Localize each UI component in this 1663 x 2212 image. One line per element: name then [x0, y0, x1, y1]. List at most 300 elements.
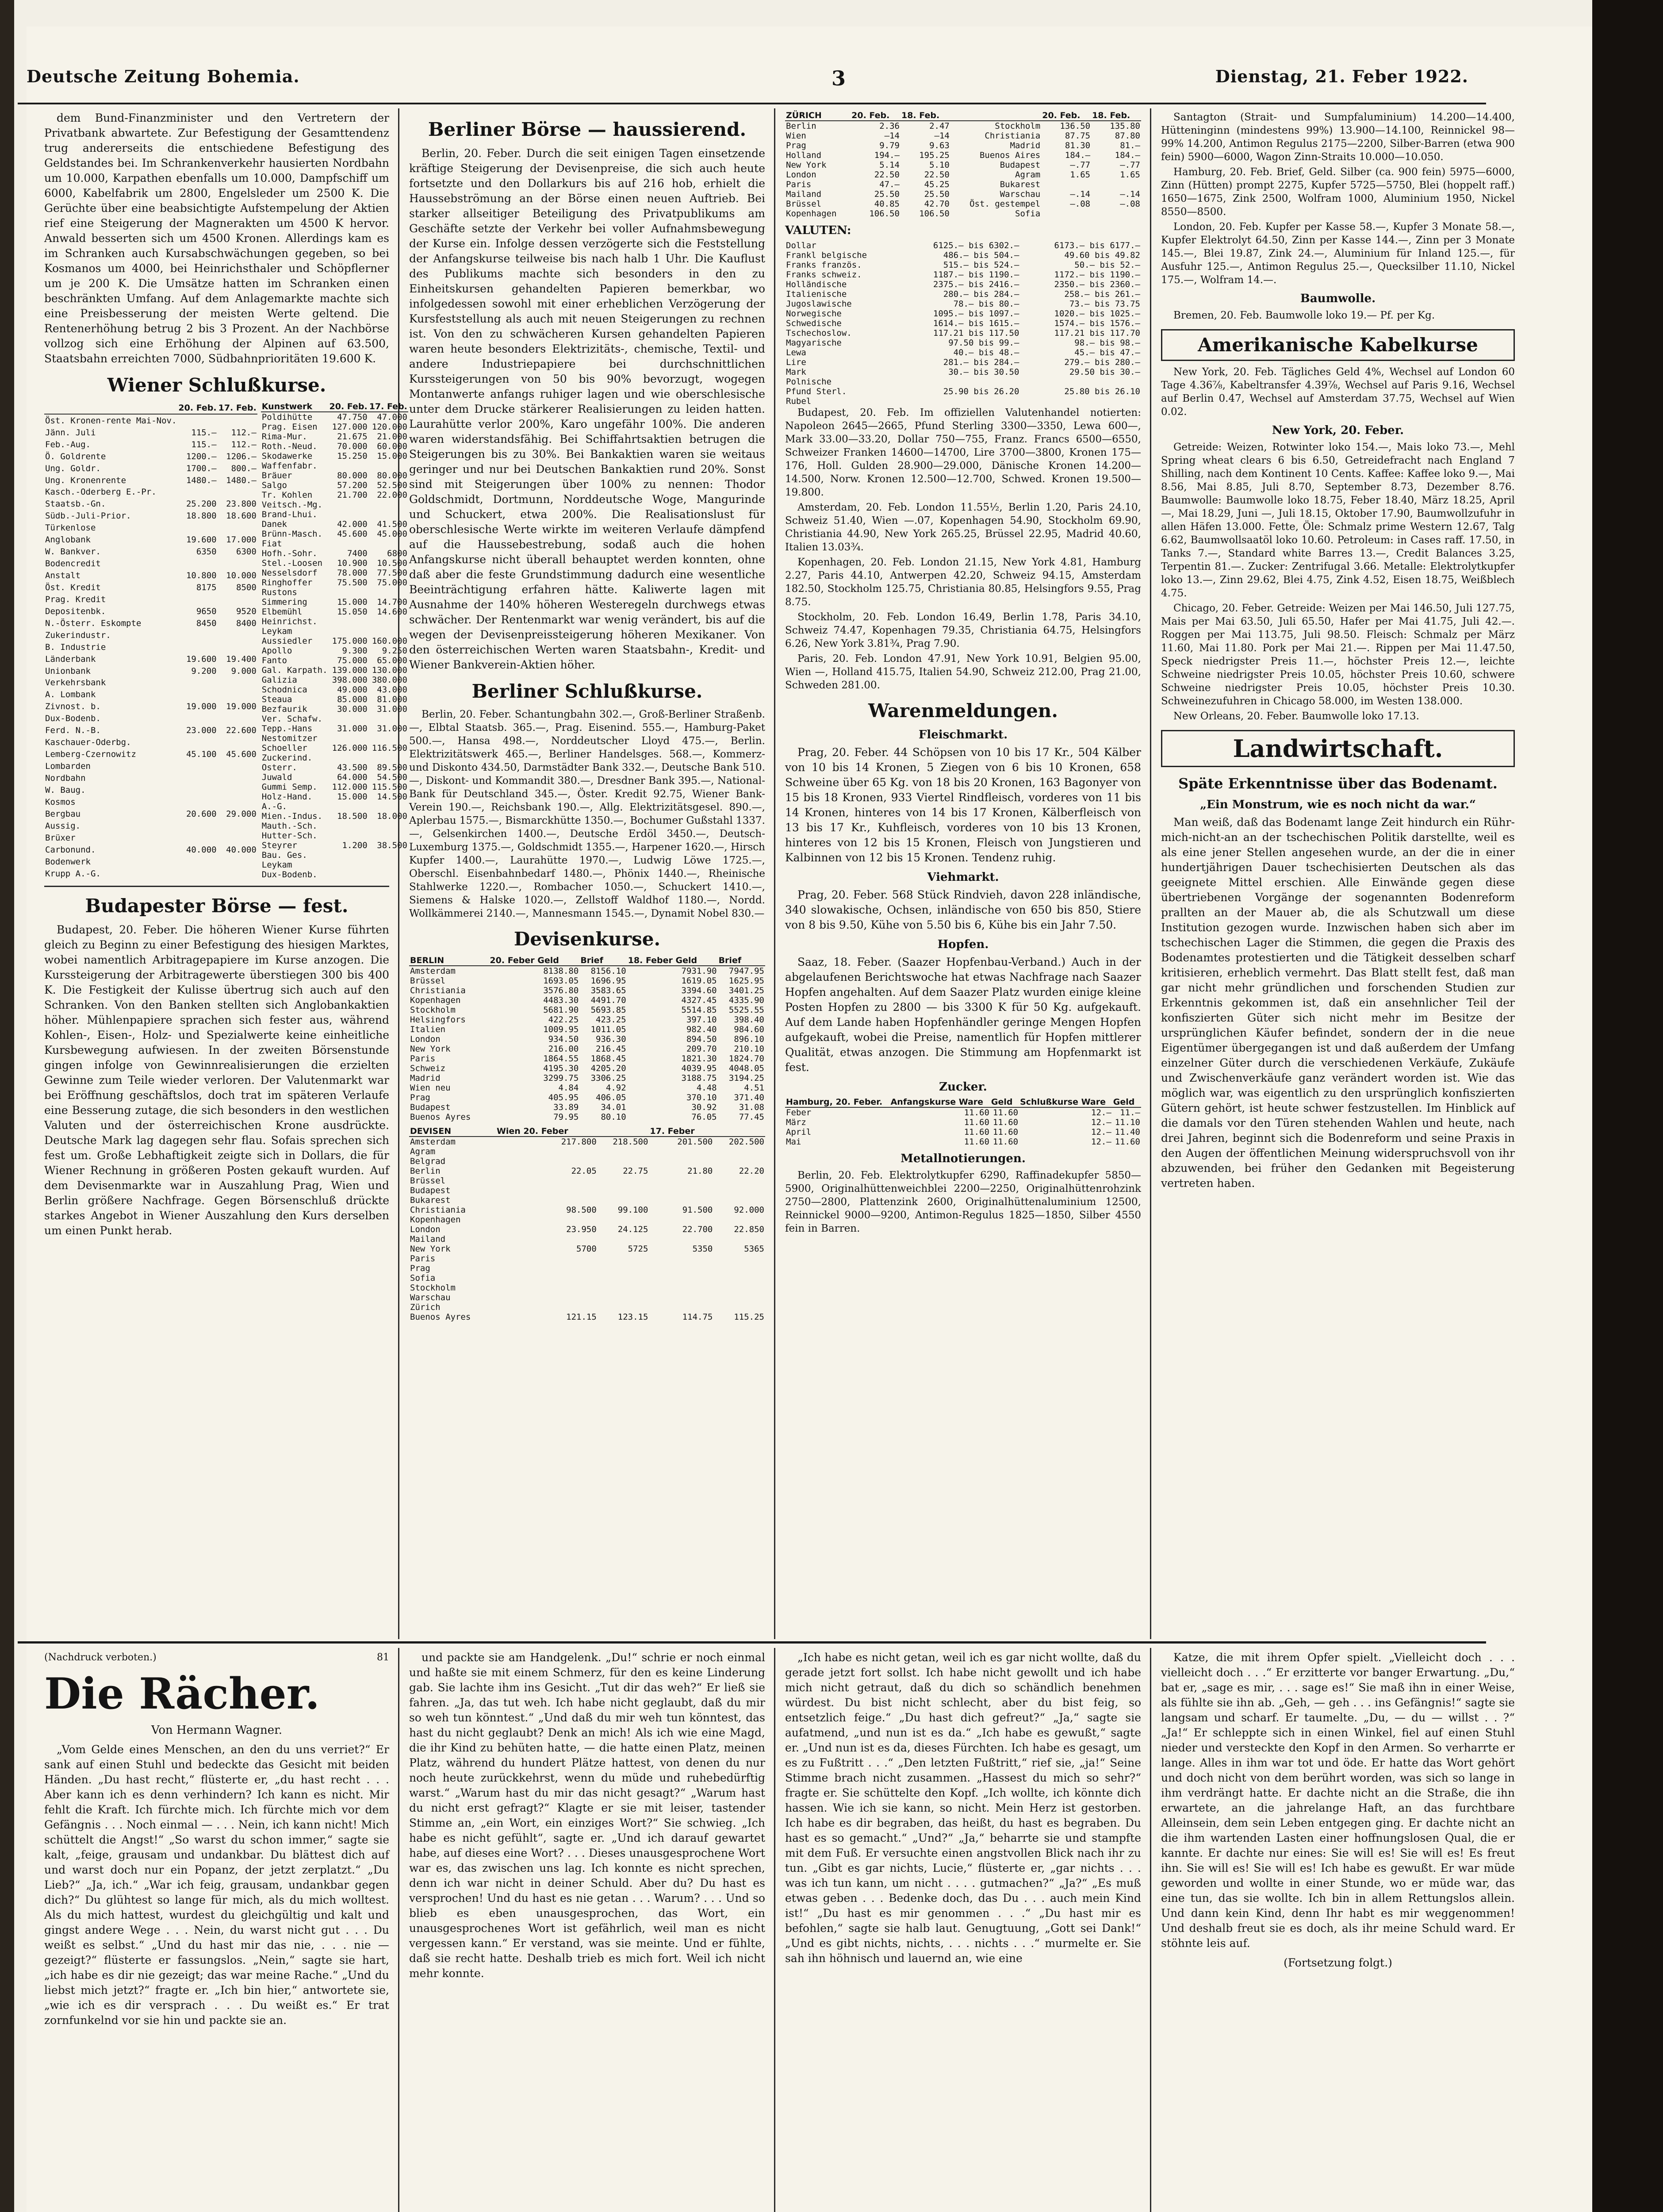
table-cell: Dux-Bodenb.	[261, 870, 318, 879]
table-row	[785, 348, 1141, 357]
table-cell: Zukerindustr.	[45, 630, 111, 640]
table-header-row	[261, 402, 408, 412]
table-row	[261, 772, 408, 782]
table-cell: Pfund Sterl.	[786, 387, 847, 396]
table-row	[785, 180, 1141, 189]
table-cell: 1.65	[1120, 170, 1140, 180]
column-3	[785, 111, 1141, 1632]
berliner-schlusskurse-title: Berliner Schlußkurse.	[471, 680, 703, 702]
table-cell: Sofia	[1015, 209, 1041, 219]
table-cell	[496, 1176, 598, 1186]
table-row	[785, 170, 1141, 180]
table-cell: 3188.75	[681, 1073, 717, 1083]
table-row	[261, 568, 408, 578]
table-row	[409, 1215, 765, 1225]
table-cell	[368, 802, 408, 811]
table-cell: Prag. Kredit	[45, 594, 106, 604]
table-cell: Hofh.-Sohr.	[261, 549, 318, 558]
table-cell: 6173.— bis 6177.—	[1054, 241, 1140, 250]
valuten-label: VALUTEN:	[785, 224, 851, 237]
table-row	[261, 636, 408, 646]
table-row	[409, 1293, 765, 1302]
table-cell: Kosmos	[45, 797, 76, 807]
table-cell	[218, 713, 257, 725]
berliner-boerse-text: Berlin, 20. Feber. Durch die seit einigen Tagen einsetzende kräftige Steigerung der Devisenpreise, die sich auch heute fortsetzte und den Dollarkurs bis auf 216 hob, erhielt die Haussebströmung an der Börse einen neuen Auftrieb. Bei starker allseitiger Beteiligung des Privatpublikums am Geschäfte setzte der Verkehr bei voller Aufnahmsbewegung der Kurse ein. Infolge dessen verzögerte sich die Feststellung der Anfangskurse teilweise bis nach halb 1 Uhr. Die Kauflust des Publikums machte sich besonders in den zu Einheitskursen gehandelten Papieren bemerkbar, wo infolgedessen sowohl mit einer erheblichen Verzögerung der Kursfeststellung als auch mit neuen Steigerungen zu rechnen ist. Von den zu schwächeren Kursen gehandelten Papieren waren heute besonders Elektrizitäts-, chemische, Textil- und andere Industriepapiere bei durchschnittlichen Kurssteigerungen von 50 bis 90% bevorzugt, wogegen Montanwerte anfangs ruhiger lagen und wie oberschlesische unter dem Drucke stärkerer Realisierungen zu leiden hatten. Laurahütte verlor 200%, Karo ungefähr 100%. Die anderen waren widerstandsfähig. Bei Schiffahrtsaktien betrugen die Steigerungen bis zu 30%. Bei Bankaktien waren sie weitaus geringer und nur bei Deutschen Bankaktien rund 20%. Sonst sind mit Steigerungen über 100% zu nennen: Thodor Goldschmidt, Dortmunn, Norddeutsche Woge, Mangurinde und Schuckert, etwa 200%. Die Realisationslust für oberschlesische Werte wirkte im weiteren Verlaufe dämpfend auf die Haussebestrebung, sodaß auch die hohen Anfangskurse nicht überall behauptet werden konnten, ohne daß aber die feste Grundstimmung dadurch eine wesentliche Beeinträchtigung erfahren hätte. Kaliwerte lagen mit Ausnahme der 140% höheren Westeregeln durchwegs etwas schwächer. Der Rentenmarkt war wenig verändert, bis auf die wegen der Devisenpreissteigerung höheren Mexikaner. Von den österreichischen Werten waren Staatsbahn-, Kredit- und Wiener Bankverein-Aktien höher.	[409, 147, 765, 671]
table-row	[409, 1112, 765, 1122]
table-cell	[496, 1254, 598, 1263]
table-cell: 371.40	[734, 1093, 764, 1102]
table-cell: Kopenhagen	[786, 209, 837, 219]
table-cell: 405.95	[548, 1093, 579, 1102]
table-cell	[218, 629, 257, 641]
column-header	[950, 111, 1041, 121]
table-cell: 486.— bis 504.—	[943, 250, 1019, 260]
table-cell: 79.95	[553, 1112, 579, 1122]
table-cell: W. Bankver.	[45, 547, 101, 557]
table-row	[44, 653, 257, 665]
table-row	[261, 656, 408, 665]
table-cell: Brüssel	[786, 199, 822, 209]
table-row	[785, 131, 1141, 141]
table-cell: Norwegische	[786, 309, 842, 319]
scan-edge-left	[0, 0, 14, 2212]
column-divider	[774, 108, 775, 1639]
table-cell	[1091, 180, 1141, 189]
table-cell	[329, 461, 368, 471]
table-row	[44, 868, 257, 879]
table-cell	[329, 500, 368, 510]
paris-text: Paris, 20. Feb. London 47.91, New York 10.91, Belgien 95.00, Wien —, Holland 415.75, Italien 54.90, Schweiz 212.00, Prag 21.00, Schweden 281.00.	[785, 653, 1141, 691]
table-row	[261, 461, 408, 471]
table-cell: 406.05	[596, 1093, 626, 1102]
table-cell: 11.60	[1115, 1137, 1140, 1147]
table-cell: 12.—	[1091, 1118, 1111, 1127]
table-cell: Fanto	[261, 656, 287, 665]
table-cell: 11.40	[1115, 1127, 1140, 1137]
table-cell: Galizia	[261, 675, 297, 685]
table-row	[785, 377, 1141, 387]
table-cell	[218, 784, 257, 796]
table-cell: Nesselsdorf	[261, 568, 318, 578]
warenmeldungen-title: Warenmeldungen.	[868, 700, 1058, 722]
table-cell: Skodawerke	[261, 451, 313, 461]
table-cell	[713, 1195, 765, 1205]
table-cell	[598, 1302, 649, 1312]
table-cell: 1480.—	[186, 475, 217, 485]
table-header-row	[785, 111, 1141, 121]
table-row	[44, 784, 257, 796]
table-cell: 9650	[196, 606, 217, 616]
table-cell: 42.70	[924, 199, 950, 209]
table-cell: 47.000	[377, 412, 407, 422]
table-cell: Schweiz	[410, 1064, 446, 1073]
table-cell: Budapest	[410, 1186, 451, 1195]
table-cell: 175.000	[332, 636, 368, 646]
amsterdam-text: Amsterdam, 20. Feb. London 11.55½, Berlin 1.20, Paris 24.10, Schweiz 51.40, Wien —.07, Kopenhagen 54.90, Stockholm 69.90, Christiania 44.90, New York 265.25, Brüssel 22.95, Madrid 40.60, Italien 13.03¾.	[785, 502, 1141, 553]
table-cell: 9.300	[342, 646, 368, 656]
table-row	[44, 749, 257, 760]
column-header: 20. Feb.	[851, 111, 900, 121]
table-row	[261, 724, 408, 733]
table-cell: 17.000	[226, 535, 257, 545]
table-cell: Apollo	[261, 646, 292, 656]
table-cell	[496, 1147, 598, 1156]
table-row	[409, 1302, 765, 1312]
table-cell	[713, 1234, 765, 1244]
table-cell: Amsterdam	[410, 966, 456, 976]
devisen-berlin-table	[409, 956, 765, 1122]
table-cell: Brünn-Masch.	[261, 529, 323, 539]
table-cell: 117.21 bis 117.50	[933, 328, 1019, 338]
table-cell: —.08	[1070, 199, 1091, 209]
table-cell: 85.000	[337, 695, 368, 704]
table-cell: 112.000	[332, 782, 368, 792]
table-cell: 398.000	[332, 675, 368, 685]
table-cell	[1041, 180, 1091, 189]
table-row	[44, 570, 257, 582]
table-row	[261, 753, 408, 763]
table-cell: Unionbank	[45, 666, 91, 676]
table-row	[785, 260, 1141, 270]
table-cell: 24.125	[617, 1225, 648, 1234]
table-cell	[368, 588, 408, 597]
table-cell: Schoeller	[261, 743, 307, 753]
table-cell	[1041, 209, 1091, 219]
table-cell	[496, 1234, 598, 1244]
viehmarkt-text: Prag, 20. Feber. 568 Stück Rindvieh, davon 228 inländische, 340 slowakische, Ochsen, inländische von 650 bis 850, Stiere von 8 bis 9.50, Kühe von 5.50 bis 6, Kühe bis ein Jahr 7.50.	[785, 888, 1141, 931]
table-cell	[368, 831, 408, 841]
table-row	[409, 1093, 765, 1102]
table-row	[261, 617, 408, 626]
table-cell	[496, 1186, 598, 1195]
table-cell: Magyarische	[786, 338, 842, 348]
table-cell	[649, 1283, 713, 1293]
landwirtschaft-text: Man weiß, daß das Bodenamt lange Zeit hindurch ein Rühr-mich-nicht-an an der tschechischen Politik darstellte, weil es als eine jener Stellen angesehen wurde, an der die in einer hundertjährigen Dauer tschechisierten Deutschen als das geeignete Mittel erschien. Alle Einwände gegen diese übertriebenen Vorgänge der sogenannten Bodenreform prallten an der Mauer ab, die als Schutzwall um diese Institution gezogen wurde. Inzwischen haben sich aber im tschechischen Lager die Stimmen, die gegen die Praxis des Bodenamtes protestierten und die Tätigkeit desselben scharf kritisieren, erheblich vermehrt. Das Blatt stellt fest, daß man gar nicht mehr gründlichen und forschenden Studien zur Erkenntnis gekommen ist, daß ein ansehnlicher Teil der konfiszierten Güter sich nicht mehr im Besitze der ursprünglichen Käufer befindet, sondern der in die neue Eigentümer übergegangen ist und daß außerdem der Umfang einzelner Güter durch die verschiedenen Verkäufe, Zukäufe und Zwischenverkäufe ganz verändert worden ist. Wie das möglich war, was eigentlich zu den ursprünglich konfiszierten Gütern gehört, ist heute schwer festzustellen. Im Hinblick auf die damals vor den Türen stehenden Wahlen und heute, nach drei Jahren, beginnt sich die Bodenreform und seine Praxis in den Augen der öffentlichen Meinung widerspruchsvoll von ihr abzuwenden, bei früher den Gedanken mit Begeisterung vertreten haben.	[1161, 816, 1515, 1190]
table-cell: 3583.65	[590, 986, 626, 995]
table-cell: 1095.— bis 1097.—	[933, 309, 1019, 319]
table-cell: 8156.10	[590, 966, 626, 976]
table-cell: 3194.25	[728, 1073, 764, 1083]
table-cell: Nordbahn	[45, 773, 86, 783]
story-text: Katze, die mit ihrem Opfer spielt. „Vielleicht doch . . . vielleicht doch . . .“ Er erzitterte vor banger Erwartung. „Du,“ bat er, „sage es mir, . . . sage es!“ Sie maß ihn in einer Weise, als fühlte sie ihn ab. „Geh, — geh . . . ins Gefängnis!“ sagte sie langsam und scharf. Er taumelte. „Du, — du — willst . . ?“ „Ja!“ Er schleppte sich in einen Winkel, fiel auf einen Stuhl nieder und versteckte den Kopf in den Armen. So verharrte er lange. Alles in ihm war tot und öde. Er hatte das Wort gehört und doch nicht von dem berührt worden, was sich so lange in ihm verdrängt hatte. Er dachte nicht an die Straße, die ihn erwartete, an die jahrelange Haft, an das furchtbare Alleinsein, dem sein Leben entgegen ging. Er dachte nicht an die ihm wartenden Lasten einer hoffnungslosen Qual, die er kannte. Er dachte nur eines: Sie will es! Sie will es! Es freut ihn. Sie will es! Sie will es! Ich habe es gewußt. Er war müde geworden und wollte in einer Stunde, wo er müde war, das eine tun, das sie wollte. Ich bin in allem Rettungslos allein. Und dann kein Kind, denn Ihr habt es mir weggenommen! Und deshalb freut sie es doch, als ihr meine Schuld ward. Er stöhnte leis auf.	[1161, 1651, 1515, 1950]
table-cell: 30.000	[337, 704, 368, 714]
table-cell: Wien neu	[410, 1083, 451, 1093]
column-header: Geld	[1112, 1097, 1141, 1107]
column-header	[598, 1126, 649, 1137]
table-cell: Brüxer	[45, 833, 76, 843]
table-cell: Kopenhagen	[410, 1215, 461, 1225]
table-cell	[1020, 396, 1141, 406]
hopfen-title: Hopfen.	[937, 938, 989, 951]
table-cell: Zuckerind.	[261, 753, 313, 763]
table-cell: 47.—	[879, 180, 900, 189]
table-row	[785, 241, 1141, 250]
table-cell: Bukarest	[1000, 180, 1041, 189]
table-cell	[713, 1254, 765, 1263]
table-cell	[713, 1147, 765, 1156]
neworleans-text: New Orleans, 20. Feber. Baumwolle loko 17.13.	[1173, 710, 1419, 722]
table-row	[44, 713, 257, 725]
table-cell: Aussig.	[45, 821, 81, 831]
chicago-text: Chicago, 20. Feber. Getreide: Weizen per Mai 146.50, Juli 127.75, Mais per Mai 63.50, Juli 65.50, Hafer per Mai 41.75, Juli 42.—. Roggen per Mai 113.75, Juli 98.50. Fleisch: Schmalz per März 11.60, Mai 11.80. Pork per Mai 21.—. Rippen per Mai 11.47.50, Speck niedrigster Preis 11.—, höchster Preis 12.—, leichte Schweine niedrigster Preis 10.05, höchster Preis 10.60, schwere Schweine niedrigster Preis 10.05, höchster Preis 10.30. Schweinezufuhren in Chicago 58.000, im Westen 138.000.	[1161, 603, 1515, 707]
table-cell: 422.25	[548, 1015, 579, 1025]
table-cell: Kasch.-Oderberg E.-Pr.	[45, 487, 157, 497]
table-cell: 77.45	[739, 1112, 764, 1122]
table-cell: 217.800	[561, 1137, 597, 1147]
table-cell: Prag	[410, 1263, 430, 1273]
table-cell: Leykam	[261, 860, 292, 870]
table-cell: 115.—	[191, 439, 217, 449]
table-cell: 8138.80	[543, 966, 579, 976]
table-cell: 112.—	[231, 427, 257, 438]
table-cell: Feber	[786, 1108, 812, 1118]
table-cell: Budapest	[410, 1102, 451, 1112]
table-cell: April	[786, 1127, 812, 1137]
table-cell: 3576.80	[543, 986, 579, 995]
table-cell: 11.60	[992, 1118, 1019, 1127]
table-cell: 281.— bis 284.—	[943, 357, 1019, 367]
table-cell: London	[786, 170, 816, 180]
table-cell: 117.21 bis 117.70	[1054, 328, 1140, 338]
table-cell: Bodencredit	[45, 559, 101, 569]
table-row	[261, 860, 408, 870]
table-cell: 2350.— bis 2360.—	[1054, 280, 1140, 289]
table-cell	[1091, 209, 1141, 219]
table-cell: 258.— bis 261.—	[1064, 289, 1140, 299]
table-row	[44, 808, 257, 820]
table-row	[261, 792, 408, 802]
table-cell	[177, 558, 217, 570]
table-cell	[329, 539, 368, 549]
table-cell: 45.25	[924, 180, 950, 189]
table-cell	[218, 677, 257, 689]
table-cell	[329, 588, 368, 597]
table-cell: 10.500	[377, 558, 407, 568]
table-cell: 21.000	[377, 432, 407, 442]
table-cell	[649, 1215, 713, 1225]
table-cell: 11.10	[1115, 1118, 1140, 1127]
table-cell	[177, 737, 217, 749]
table-cell	[329, 802, 368, 811]
budapester-boerse-title: Budapester Börse — fest.	[85, 895, 349, 917]
table-cell: —.77	[1070, 160, 1091, 170]
table-cell: 18.000	[377, 811, 407, 821]
table-cell: 1574.— bis 1576.—	[1054, 319, 1140, 328]
table-cell: Holländische	[786, 280, 847, 289]
devisen-wien-table	[409, 1126, 765, 1322]
table-row	[261, 695, 408, 704]
table-cell	[713, 1186, 765, 1195]
table-cell: 4.51	[744, 1083, 764, 1093]
table-cell	[368, 510, 408, 519]
column-header: DEVISEN	[409, 1126, 496, 1137]
table-cell: 43.500	[337, 763, 368, 772]
table-row	[261, 763, 408, 772]
table-cell: 75.000	[377, 578, 407, 588]
table-row	[409, 1312, 765, 1322]
table-row	[44, 737, 257, 749]
table-row	[44, 498, 257, 510]
table-cell: 30.— bis 30.50	[948, 367, 1019, 377]
table-cell	[177, 593, 217, 605]
column-header: 18. Feb.	[1091, 111, 1141, 121]
column-header: Brief	[579, 956, 627, 966]
table-cell	[329, 860, 368, 870]
table-row	[44, 820, 257, 832]
table-cell: Lemberg-Czernowitz	[45, 749, 136, 760]
table-row	[409, 1156, 765, 1166]
table-cell: 60.000	[377, 442, 407, 451]
bremen-text: Bremen, 20. Feb. Baumwolle loko 19.— Pf. per Kg.	[1173, 310, 1435, 321]
table-cell: 135.80	[1110, 121, 1140, 131]
table-cell: Bergbau	[45, 809, 81, 819]
table-row	[409, 1273, 765, 1283]
table-cell: 1619.05	[681, 976, 717, 986]
column-header: Geld	[990, 1097, 1019, 1107]
table-cell	[649, 1263, 713, 1273]
column-header	[44, 402, 177, 414]
table-row	[44, 582, 257, 594]
table-cell: Paris	[410, 1254, 436, 1263]
table-row	[44, 617, 257, 629]
table-row	[261, 841, 408, 850]
table-cell: 1011.05	[590, 1025, 626, 1034]
table-cell: Brüssel	[410, 976, 446, 986]
story-byline: Von Hermann Wagner.	[151, 1724, 283, 1737]
table-cell: 91.500	[682, 1205, 713, 1215]
column-divider	[398, 1648, 399, 2212]
table-cell: Carbonund.	[45, 845, 96, 855]
table-cell: 2375.— bis 2416.—	[933, 280, 1019, 289]
table-row	[409, 1283, 765, 1293]
wiener-kurse-table-left	[44, 402, 257, 879]
table-cell: 5525.55	[728, 1005, 764, 1015]
table-cell	[329, 617, 368, 626]
column-header: ZÜRICH	[785, 111, 851, 121]
table-cell: 7931.90	[681, 966, 717, 976]
table-cell	[329, 831, 368, 841]
table-row	[409, 1147, 765, 1156]
table-cell: Anglobank	[45, 535, 91, 545]
table-cell: 380.000	[372, 675, 407, 685]
table-cell	[598, 1273, 649, 1283]
table-cell: 25.80 bis 26.10	[1064, 387, 1140, 396]
table-cell: 99.100	[617, 1205, 648, 1215]
table-row	[44, 772, 257, 784]
table-row	[785, 250, 1141, 260]
table-cell: 11.60	[964, 1137, 989, 1147]
table-cell: —.14	[1120, 189, 1140, 199]
table-cell: Zürich	[410, 1302, 441, 1312]
table-cell	[218, 414, 257, 426]
table-cell: 5.10	[929, 160, 950, 170]
table-cell: Stockholm	[410, 1005, 456, 1015]
viehmarkt-title: Viehmarkt.	[927, 871, 999, 884]
table-row	[261, 714, 408, 724]
table-row	[785, 338, 1141, 348]
newyork-waren-text: Getreide: Weizen, Rotwinter loko 154.—, Mais loko 73.—, Mehl Spring wheat clears 6 bis 6.50, Getreidefracht nach England 7 Shilling, nach dem Kontinent 10 Cents. Kaffee: Kaffee loko 9.—, Mai 8.56, Mai 8.85, Juli 8.70, September 8.73, Dezember 8.76. Baumwolle: Baumwolle loko 18.75, Feber 18.40, März 18.25, April —, Mai 18.29, Juni —, Juli 18.15, Oktober 17.90, Baumwollzufuhr in allen Häfen 13.000. Fette, Öle: Schmalz prime Western 12.67, Talg 6.62, Baumwollsaatöl loko 10.60. Petroleum: in Cases raff. 17.50, in Tanks 7.—, Standard white Barres 13.—, Credit Balances 3.25, Terpentin 81.—. Zucker: Zentrifugal 3.66. Metalle: Elektrolytkupfer loko 13.—, Zinn 29.62, Blei 4.75, Zink 4.52, Eisen 18.75, Weißblech 4.75.	[1161, 442, 1515, 599]
table-cell: Warschau	[1000, 189, 1041, 199]
table-cell	[218, 832, 257, 844]
table-cell: 45.000	[377, 529, 407, 539]
table-cell: 4491.70	[590, 995, 626, 1005]
table-row	[261, 578, 408, 588]
table-cell: 22.000	[377, 490, 407, 500]
table-cell	[649, 1147, 713, 1156]
table-row	[409, 1234, 765, 1244]
table-cell: 49.000	[337, 685, 368, 695]
table-cell	[496, 1263, 598, 1273]
column-divider	[1150, 108, 1151, 1639]
table-cell: Christiania	[410, 1205, 466, 1215]
table-cell: 5514.85	[681, 1005, 717, 1015]
table-cell	[368, 733, 408, 743]
table-row	[785, 150, 1141, 160]
table-cell: 12.—	[1091, 1127, 1111, 1137]
table-row	[261, 743, 408, 753]
table-cell: 4039.95	[681, 1064, 717, 1073]
table-cell	[329, 733, 368, 743]
table-cell: 115.—	[191, 427, 217, 438]
table-cell: 982.40	[686, 1025, 717, 1034]
wiener-kurse-table-right	[261, 402, 408, 879]
table-cell: 80.000	[337, 471, 368, 480]
table-cell	[598, 1147, 649, 1156]
table-cell: 15.250	[337, 451, 368, 461]
table-row	[44, 593, 257, 605]
table-row	[785, 387, 1141, 396]
table-cell: 29.000	[226, 809, 257, 819]
table-cell	[218, 641, 257, 653]
table-cell: 50.— bis 52.—	[1074, 260, 1140, 270]
column-header: Schlußkurse Ware	[1019, 1097, 1112, 1107]
table-cell: 10.900	[337, 558, 368, 568]
table-cell: 25.50	[924, 189, 950, 199]
table-cell: 45.100	[186, 749, 217, 760]
table-row	[44, 856, 257, 868]
table-cell: März	[786, 1118, 806, 1127]
table-cell: 22.05	[571, 1166, 597, 1176]
table-row	[44, 665, 257, 677]
table-cell: 4205.20	[590, 1064, 626, 1073]
table-cell	[649, 1176, 713, 1186]
table-cell: Amsterdam	[410, 1137, 456, 1147]
table-cell	[177, 522, 217, 534]
table-cell: 1187.— bis 1190.—	[933, 270, 1019, 280]
table-cell: 3299.75	[543, 1073, 579, 1083]
table-row	[409, 1254, 765, 1263]
table-cell: 41.500	[377, 519, 407, 529]
installment-number: 81	[377, 1652, 389, 1663]
masthead-rule	[18, 103, 1486, 104]
table-cell: 34.01	[601, 1102, 626, 1112]
table-row	[409, 1034, 765, 1044]
table-cell	[649, 1195, 713, 1205]
table-row	[785, 209, 1141, 219]
table-cell	[177, 760, 217, 772]
landwirtschaft-subtitle: Späte Erkenntnisse über das Bodenamt.	[1178, 775, 1498, 792]
table-row	[44, 510, 257, 522]
table-cell: Lire	[786, 357, 806, 367]
table-cell	[598, 1176, 649, 1186]
table-cell: Rustons	[261, 588, 297, 597]
table-row	[409, 1044, 765, 1054]
table-cell: 397.10	[686, 1015, 717, 1025]
table-row	[409, 976, 765, 986]
table-cell: Türkenlose	[45, 523, 96, 533]
story-text: und packte sie am Handgelenk. „Du!“ schrie er noch einmal und haßte sie mit einem Schmerz, für den es keine Linderung gab. Sie lachte ihm ins Gesicht. „Tut dir das weh?“ Er ließ sie fahren. „Ja, das tut weh. Ich habe nicht geglaubt, daß du mir so weh tun könntest.“ „Und daß du mir weh tun könntest, das hast du nicht geglaubt? Denk an mich! Als ich wie eine Magd, die ihr Kind zu behüten hatte, — die hatte einen Platz, meinen Platz, während du hundert Plätze hattest, von denen du nur noch heute zurückkehrst, wenn du müde und ruhebedürftig warst.“ „Warum hast du mir das nicht gesagt?“ „Warum hast du nicht erst gefragt?“ Klagte er sie mit leiser, tastender Stimme an, „ein Wort, ein einziges Wort?“ Sie schwieg. „Ich habe es nicht gefühlt“, sagte er. „Und ich darauf gewartet habe, auf dieses eine Wort? . . . Dieses unausgesprochene Wort war es, das zwischen uns lag. Ich konnte es nicht sprechen, denn ich war nicht in deiner Schuld. Aber du? Du hast es versprochen! Und du hast es nie getan . . . Warum? . . . Und so blieb es eben unausgesprochen, das Wort, ein unausgesprochenes Wort ist gefährlich, weil man es nicht vergessen kann.“ Er verstand, was sie meinte. Und er fühlte, daß sie recht hatte. Deshalb trieb es mich fort. Weil ich nicht mehr konnte.	[409, 1651, 765, 1980]
table-cell: 15.000	[337, 597, 368, 607]
